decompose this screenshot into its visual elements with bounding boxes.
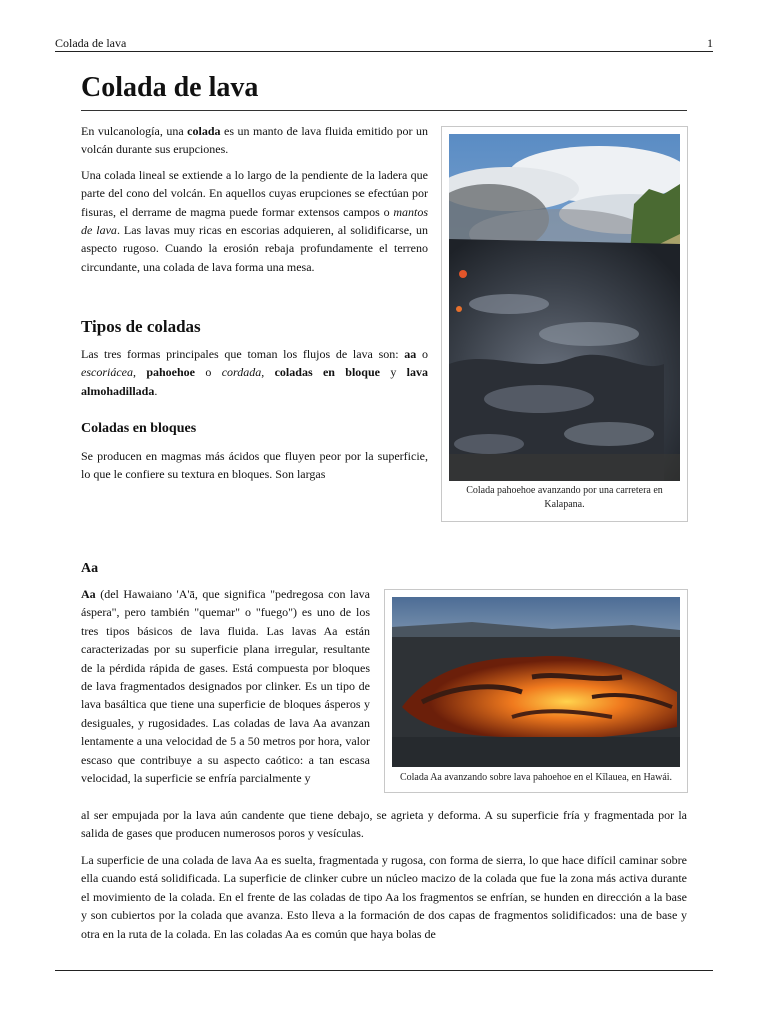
- aa-paragraph-2: La superficie de una colada de lava Aa es suelta, fragmentada y rugosa, con forma de sierra, lo que hace difícil caminar sobre ella cuando está solidificada. La superficie de clinker cubre un núcleo macizo de la colada que fue la zona más activa durante el movimiento de la colada. En el frente de las coladas de tipo Aa los fragmentos se enfrían, se hunden en dirección a la base y son cubiertos por la colada que avanza. Esto lleva a la formación de dos capas de fragmentos solidificados: una de base y otra en la ruta de la colada. En las coladas Aa es común que haya bolas de: [81, 853, 687, 941]
- header-rule: [55, 51, 713, 52]
- figure-pahoehoe: [441, 126, 688, 522]
- footer-rule: [55, 970, 713, 971]
- figure-pahoehoe-caption: Colada pahoehoe avanzando por una carretera en Kalapana.: [466, 485, 663, 510]
- term-mantos: mantos de lava: [81, 204, 428, 238]
- tipos-paragraph: Las tres formas principales que toman los flujos de lava son: aa o escoriácea, pahoehoe o cordada, coladas en bloque y lava almohadillada.: [81, 347, 429, 398]
- running-title: Colada de lava: [55, 36, 127, 50]
- intro-paragraph-1: En vulcanología, una colada es un manto de lava fluida emitido por un volcán durante sus erupciones.: [81, 124, 428, 157]
- title-rule: [81, 110, 687, 111]
- figure-aa: [384, 589, 688, 793]
- pahoehoe-photo: [449, 134, 680, 481]
- page-title: Colada de lava: [81, 72, 259, 103]
- figure-aa-caption: Colada Aa avanzando sobre lava pahoehoe en el Kīlauea, en Hawái.: [399, 772, 673, 783]
- intro-section: [81, 122, 428, 276]
- aa-photo: [392, 597, 680, 767]
- intro-paragraph-2: Una colada lineal se extiende a lo largo de la pendiente de la ladera que parte del cono del volcán. En aquellos cuyas erupciones se efectúan por fisuras, el derrame de magma puede formar extensos campos o mantos de lava. Las lavas muy ricas en escorias adquieren, al solidificarse, un aspecto rugoso. Cuando la erosión rebaja profundamente el terreno circundante, una colada de lava forma una mesa.: [81, 167, 428, 274]
- heading-bloques: Coladas en bloques: [81, 421, 197, 436]
- heading-tipos: Tipos de coladas: [81, 317, 201, 336]
- aa-paragraph-1-continued: al ser empujada por la lava aún candente que tiene debajo, se agrieta y deforma. A su superficie fría y fragmentada por la salida de gases que producen numerosos poros y vesículas.: [81, 808, 687, 841]
- aa-paragraph-1: Aa (del Hawaiano 'A'ā, que significa "pedregosa con lava áspera", pero también "quemar" o "fuego") es uno de los tres tipos básicos de lava fluida. Las lavas Aa están caracterizadas por su superficie plana irregular, resultante de la pérdida rápida de gases. Está compuesta por bloques de lava fragmentados designados por clinker. Es un tipo de lava basáltica que tiene una superficie de bloques ásperos y desiguales, y rugosidades. Las coladas de lava Aa avanzan lentamente a una velocidad de 5 a 50 metros por hora, valor escaso que contribuye a su aspecto caótico: a tan escasa velocidad, la superficie se enfría parcialmente y: [81, 587, 370, 786]
- heading-aa: Aa: [81, 561, 99, 576]
- term-aa: Aa: [81, 587, 96, 601]
- term-colada: colada: [187, 124, 221, 138]
- page-number: 1: [707, 36, 713, 50]
- bloques-paragraph: Se producen en magmas más ácidos que fluyen peor por la superficie, lo que le confiere su textura en bloques. Son largas: [81, 449, 428, 482]
